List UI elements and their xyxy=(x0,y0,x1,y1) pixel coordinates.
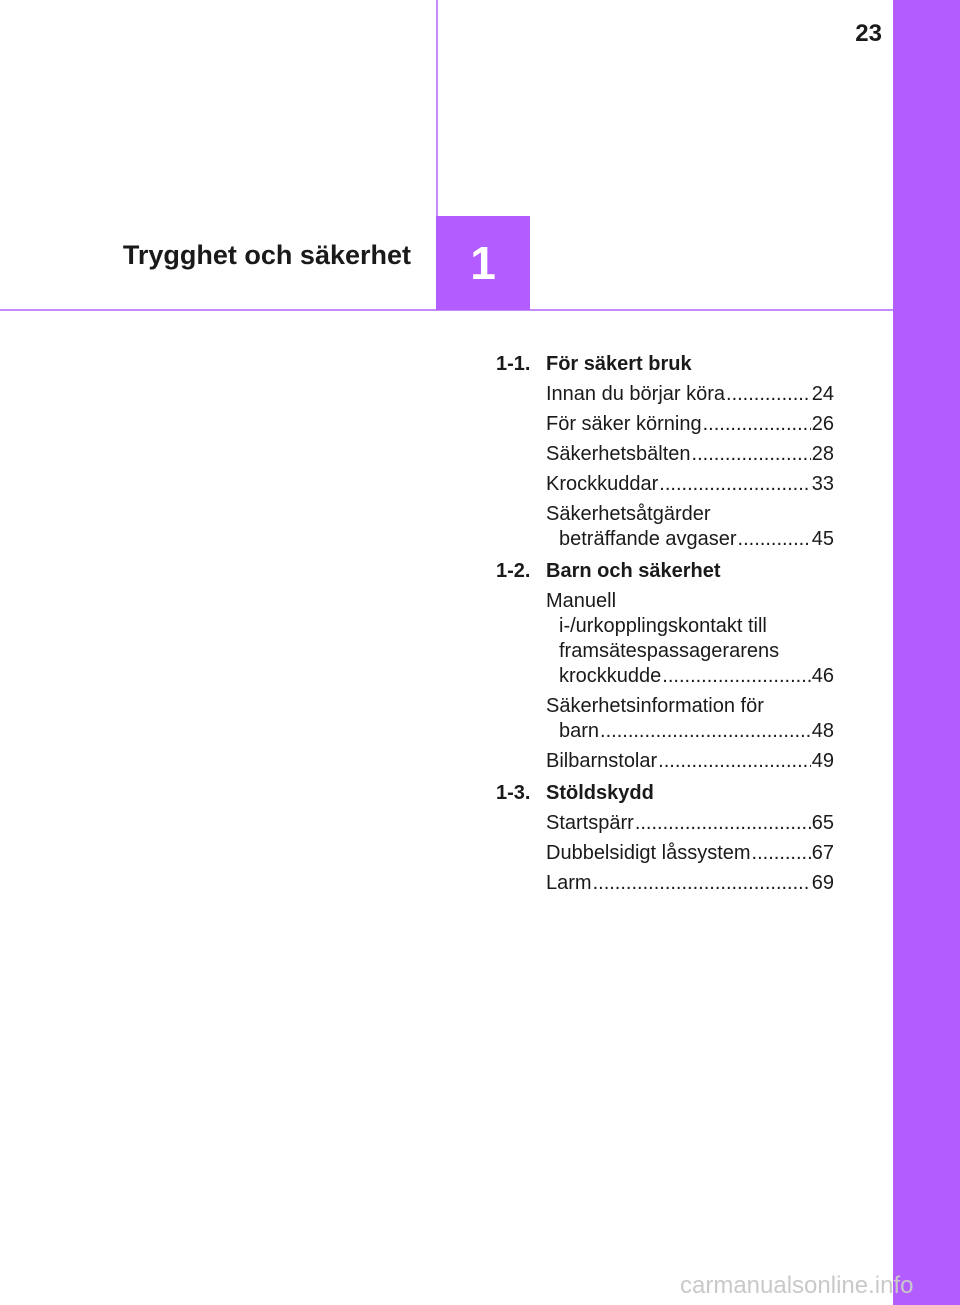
dot-leader xyxy=(752,841,811,866)
entry-title-text: Bilbarnstolar xyxy=(546,750,658,772)
entry-page-number: 67 xyxy=(811,842,834,864)
entry-title-text: Säkerhetsåtgärder xyxy=(546,503,711,525)
dot-leader xyxy=(659,472,810,497)
toc-entry-line xyxy=(546,719,834,744)
toc-entry-line xyxy=(546,382,834,407)
toc-entry[interactable] xyxy=(546,871,834,896)
entry-page-number: 48 xyxy=(811,720,834,742)
table-of-contents xyxy=(496,352,834,896)
chapter-number-badge xyxy=(436,216,530,310)
entry-page-number: 33 xyxy=(811,473,834,495)
toc-entry[interactable] xyxy=(546,694,834,744)
toc-entry-line xyxy=(546,527,834,552)
toc-entry-line xyxy=(546,749,834,774)
page-number: 23 xyxy=(855,20,882,47)
section-title: Barn och säkerhet xyxy=(546,560,721,582)
entry-title-text: Startspärr xyxy=(546,812,634,834)
toc-entry-line xyxy=(546,841,834,866)
entry-title-text: Säkerhetsbälten xyxy=(546,443,691,465)
entry-page-number: 24 xyxy=(811,383,834,405)
toc-entry-line xyxy=(546,589,834,614)
section-number: 1-1. xyxy=(496,353,531,375)
vertical-rule xyxy=(436,0,438,216)
entry-page-number: 28 xyxy=(811,443,834,465)
entry-title-text: Manuell xyxy=(546,590,617,612)
toc-entry-line xyxy=(546,442,834,467)
toc-entry-line xyxy=(546,639,834,664)
toc-entry[interactable] xyxy=(546,412,834,437)
entry-page-number: 46 xyxy=(811,665,834,687)
entry-title-text: beträffande avgaser xyxy=(559,528,737,550)
entry-page-number: 69 xyxy=(811,872,834,894)
entry-page-number: 45 xyxy=(811,528,834,550)
toc-entry[interactable] xyxy=(546,841,834,866)
dot-leader xyxy=(703,412,811,437)
dot-leader xyxy=(600,719,811,744)
chapter-title: Trygghet och säkerhet xyxy=(122,240,411,270)
toc-entry-line xyxy=(546,871,834,896)
entry-page-number: 49 xyxy=(811,750,834,772)
entry-title-text: Dubbelsidigt låssystem xyxy=(546,842,751,864)
toc-entry-line xyxy=(546,694,834,719)
side-color-band xyxy=(893,0,960,1305)
dot-leader xyxy=(692,442,811,467)
entry-title-text: Larm xyxy=(546,872,592,894)
entry-title-text: i-/urkopplingskontakt till xyxy=(559,615,767,637)
toc-entry[interactable] xyxy=(546,472,834,497)
entry-title-text: För säker körning xyxy=(546,413,702,435)
dot-leader xyxy=(662,664,810,689)
entry-page-number: 26 xyxy=(811,413,834,435)
toc-entry[interactable] xyxy=(546,442,834,467)
entry-page-number: 65 xyxy=(811,812,834,834)
entry-title-text: Innan du börjar köra xyxy=(546,383,726,405)
entry-title-text: barn xyxy=(559,720,600,742)
toc-section-heading[interactable] xyxy=(496,352,834,377)
toc-section-heading[interactable] xyxy=(496,559,834,584)
entry-title-text: krockkudde xyxy=(559,665,662,687)
dot-leader xyxy=(635,811,811,836)
toc-entry-line xyxy=(546,614,834,639)
toc-entry-line xyxy=(546,811,834,836)
entry-title-text: framsätespassagerarens xyxy=(559,640,780,662)
toc-entry[interactable] xyxy=(546,502,834,552)
toc-entry-line xyxy=(546,502,834,527)
section-title: För säkert bruk xyxy=(546,353,692,375)
section-number: 1-2. xyxy=(496,560,531,582)
dot-leader xyxy=(658,749,811,774)
toc-entry[interactable] xyxy=(546,811,834,836)
toc-entry[interactable] xyxy=(546,749,834,774)
toc-section-heading[interactable] xyxy=(496,781,834,806)
toc-entry-line xyxy=(546,472,834,497)
section-title: Stöldskydd xyxy=(546,782,654,804)
dot-leader xyxy=(593,871,811,896)
toc-entry[interactable] xyxy=(546,382,834,407)
entry-title-text: Säkerhetsinformation för xyxy=(546,695,764,717)
dot-leader xyxy=(726,382,811,407)
chapter-number: 1 xyxy=(470,237,496,289)
toc-entry[interactable] xyxy=(546,589,834,689)
dot-leader xyxy=(738,527,811,552)
toc-entry-line xyxy=(546,664,834,689)
section-number: 1-3. xyxy=(496,782,531,804)
watermark: carmanualsonline.info xyxy=(680,1272,914,1299)
entry-title-text: Krockkuddar xyxy=(546,473,659,495)
toc-entry-line xyxy=(546,412,834,437)
